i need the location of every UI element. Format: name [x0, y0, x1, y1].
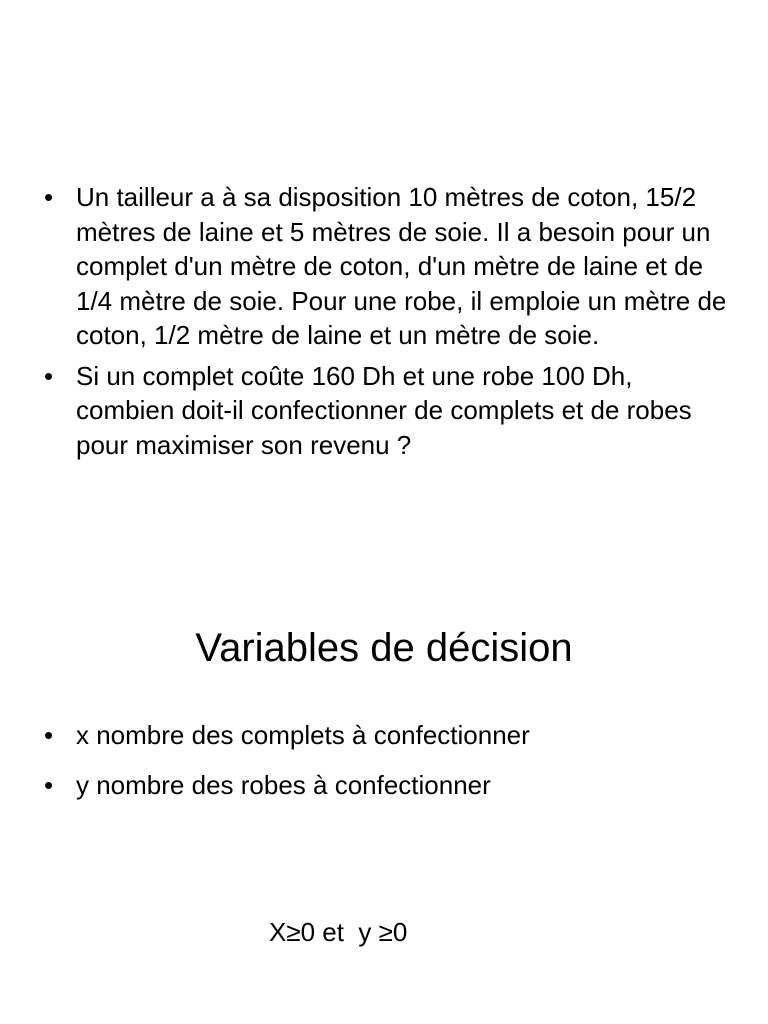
bullet-icon: •	[44, 182, 54, 212]
problem-bullet-item	[44, 359, 734, 463]
bullet-icon: •	[44, 720, 54, 750]
problem-statement-list	[44, 180, 734, 462]
problem-bullet-text: Si un complet coûte 160 Dh et une robe 100 Dh, combien doit-il confectionner de complets et de robes pour maximiser son revenu ?	[76, 360, 692, 460]
section-title: Variables de décision	[195, 626, 573, 670]
problem-bullet-text: Un tailleur a à sa disposition 10 mètres de coton, 15/2 mètres de laine et 5 mètres de soie. Il a besoin pour un complet d'un mètre de coton, d'un mètre de laine et de 1/4 mètre de soie. Pour une robe, il emploie un mètre de coton, 1/2 mètre de laine et un mètre de soie.	[76, 182, 727, 350]
bullet-icon: •	[44, 360, 54, 391]
variable-bullet-text: x nombre des complets à confectionner	[76, 720, 530, 750]
variable-bullet-item	[44, 718, 734, 753]
variable-bullet-item	[44, 768, 734, 803]
variable-bullet-text: y nombre des robes à confectionner	[76, 769, 491, 800]
non-negativity-constraint: X≥0 et y ≥0	[269, 917, 408, 947]
problem-bullet-item	[44, 180, 734, 353]
decision-variables-list	[44, 718, 734, 802]
bullet-icon: •	[44, 769, 54, 800]
